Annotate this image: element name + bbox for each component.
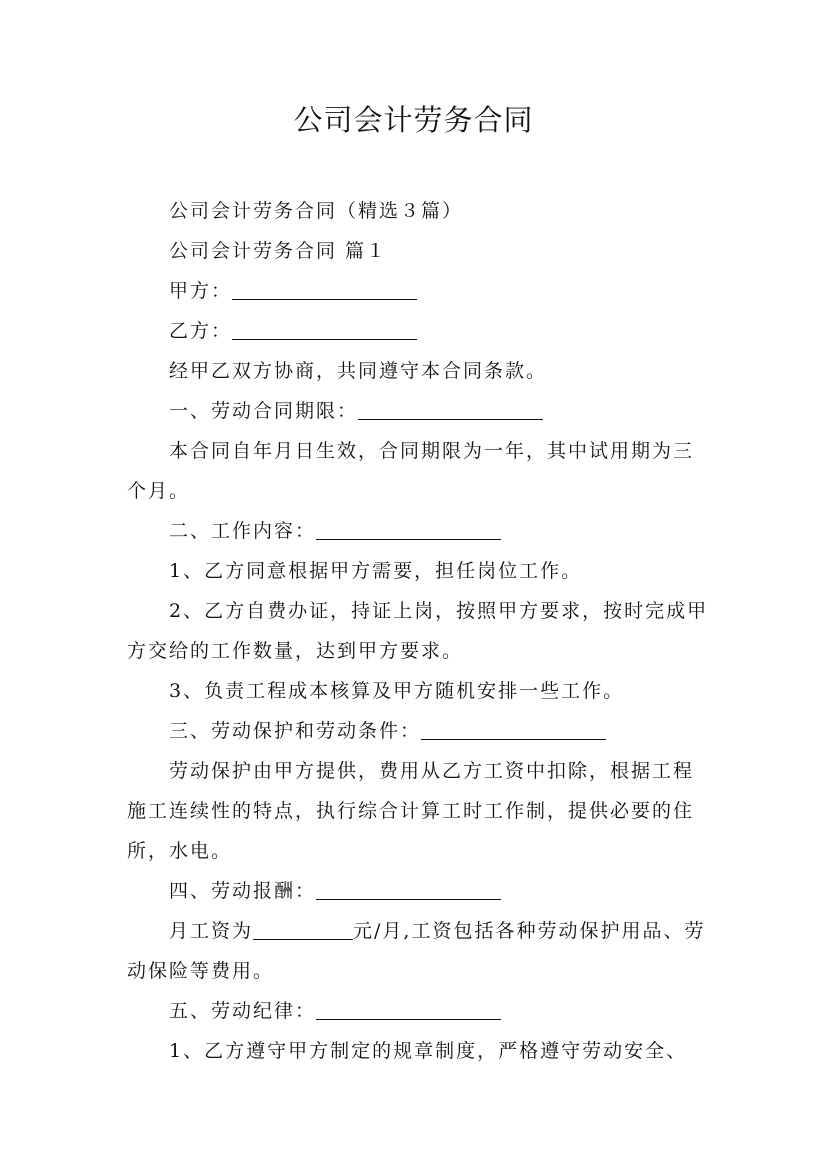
clause2-item2: 2、乙方自费办证，持证上岗，按照甲方要求，按时完成甲方交给的工作数量，达到甲方要求。 [127,600,709,662]
party-b-blank [232,317,417,340]
clause4-heading: 四、劳动报酬： [169,880,317,902]
clause4-heading-line [127,871,712,911]
section-heading: 公司会计劳务合同 篇１ [169,240,388,262]
clause5-heading-line [127,991,712,1031]
clause3-blank [421,717,606,740]
clause4-text [127,911,712,991]
intro-paragraph: 经甲乙双方协商，共同遵守本合同条款。 [169,360,548,382]
clause1-blank [358,397,543,420]
clause4-text-after: 元/月,工资包括各种劳动保护用品、劳动保险等费用。 [127,920,706,982]
clause2-heading: 二、工作内容： [169,520,317,542]
clause4-text-before: 月工资为 [169,920,254,942]
party-b-label: 乙方： [169,320,233,342]
clause2-heading-line [127,511,712,551]
clause3-heading-line [127,711,712,751]
clause3-text: 劳动保护由甲方提供，费用从乙方工资中扣除，根据工程施工连续性的特点，执行综合计算工时工作制，提供必要的住所，水电。 [127,760,695,862]
party-a-label: 甲方： [169,280,233,302]
document-title: 公司会计劳务合同 [293,103,534,137]
salary-blank [253,917,353,940]
party-a-line [127,271,712,311]
party-b-line [127,311,712,351]
clause2-item1: 1、乙方同意根据甲方需要，担任岗位工作。 [169,560,583,582]
clause1-heading-line [127,391,712,431]
clause4-blank [316,877,501,900]
clause2-item3: 3、负责工程成本核算及甲方随机安排一些工作。 [169,680,625,702]
clause1-text: 本合同自年月日生效，合同期限为一年，其中试用期为三个月。 [127,440,695,502]
clause2-blank [316,517,501,540]
party-a-blank [232,277,417,300]
clause1-heading: 一、劳动合同期限： [169,400,359,422]
clause3-heading: 三、劳动保护和劳动条件： [169,720,422,742]
document-body [127,191,712,1071]
clause5-item1: 1、乙方遵守甲方制定的规章制度，严格遵守劳动安全、 [169,1040,688,1062]
clause5-blank [316,997,501,1020]
clause5-heading: 五、劳动纪律： [169,1000,317,1022]
subtitle: 公司会计劳务合同（精选３篇） [169,200,464,222]
